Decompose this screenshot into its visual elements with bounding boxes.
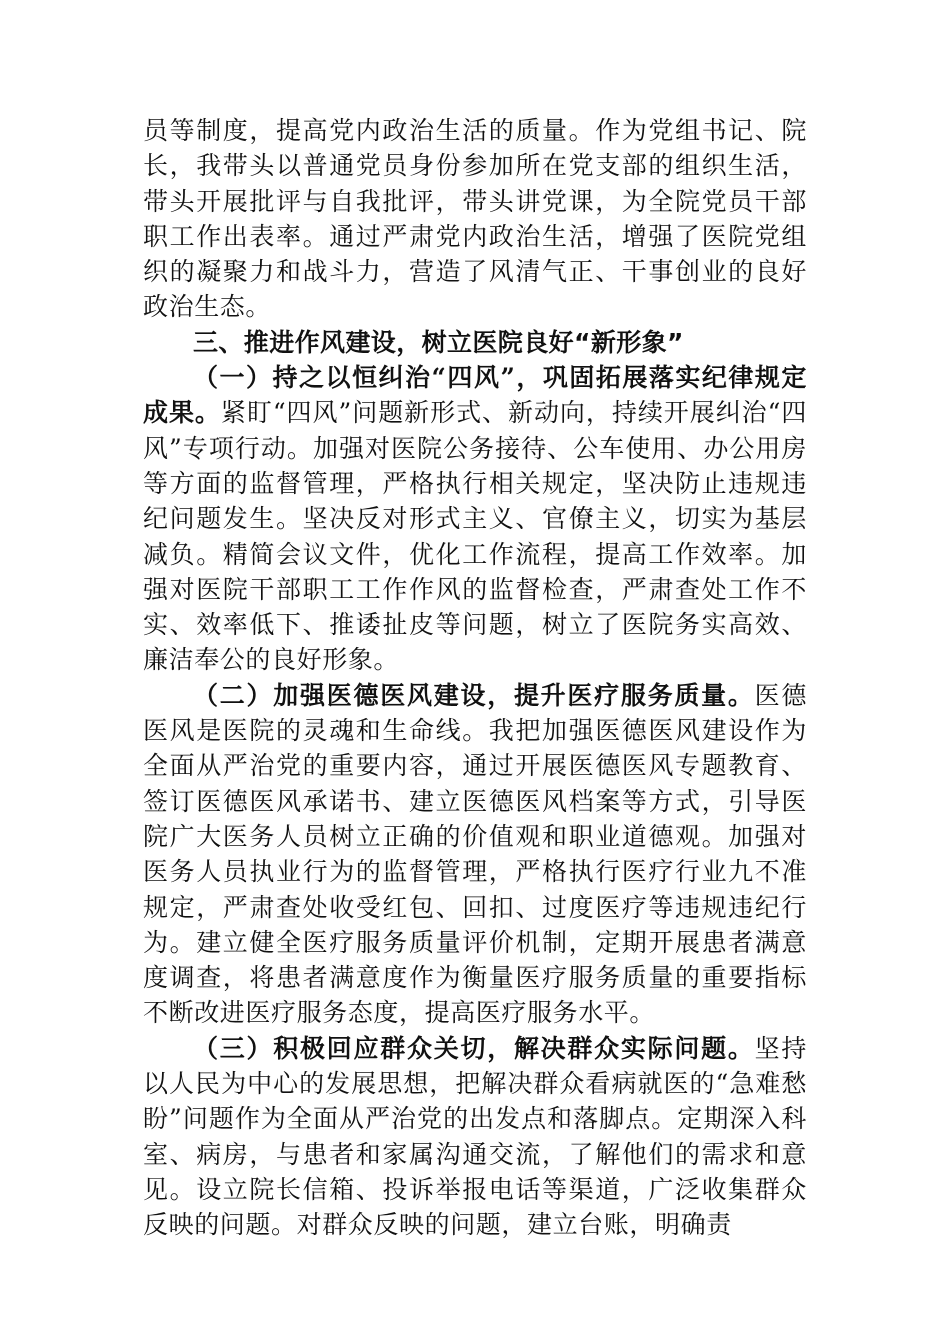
section-heading: 三、推进作风建设，树立医院良好“新形象” [193,327,684,357]
item-2-body: 医德医风是医院的灵魂和生命线。我把加强医德医风建设作为全面从严治党的重要内容，通过开展医德医风专题教育、签订医德医风承诺书、建立医德医风档案等方式，引导医院广大医务人员树立正确的价值观和职业道德观。加强对医务人员执业行为的监督管理，严格执行医疗行业九不准规定，严肃查处收受红包、回扣、过度医疗等违规违纪行为。建立健全医疗服务质量评价机制，定期开展患者满意度调查，将患者满意度作为衡量医疗服务质量的重要指标不断改进医疗服务态度，提高医疗服务水平。 [143,680,808,1028]
item-3-lead: （三）积极回应群众关切，解决群众实际问题。 [193,1033,755,1063]
item-1-body: 紧盯“四风”问题新形式、新动向，持续开展纠治“四风”专项行动。加强对医院公务接待、公车使用、办公用房等方面的监督管理，严格执行相关规定，坚决防止违规违纪问题发生。坚决反对形式主义、官僚主义，切实为基层减负。精简会议文件，优化工作流程，提高工作效率。加强对医院干部职工工作作风的监督检查，严肃查处工作不实、效率低下、推诿扯皮等问题，树立了医院务实高效、廉洁奉公的良好形象。 [143,398,807,675]
paragraph-item-1 [143,360,807,678]
item-3-body: 坚持以人民为中心的发展思想，把解决群众看病就医的“急难愁盼”问题作为全面从严治党的出发点和落脚点。定期深入科室、病房，与患者和家属沟通交流，了解他们的需求和意见。设立院长信箱、投诉举报电话等渠道，广泛收集群众反映的问题。对群众反映的问题，建立台账，明确责 [143,1033,808,1240]
item-2-lead: （二）加强医德医风建设，提升医疗服务质量。 [193,680,755,710]
document-body [143,113,807,1243]
item-1-lead: （一）持之以恒纠治“四风”，巩固拓展落实纪律规定成果。 [143,363,807,428]
paragraph-continued: 员等制度，提高党内政治生活的质量。作为党组书记、院长，我带头以普通党员身份参加所在党支部的组织生活，带头开展批评与自我批评，带头讲党课，为全院党员干部职工作出表率。通过严肃党内政治生活，增强了医院党组织的凝聚力和战斗力，营造了风清气正、干事创业的良好政治生态。 [143,116,807,322]
paragraph-item-3 [143,1031,807,1243]
paragraph-item-2 [143,678,807,1031]
